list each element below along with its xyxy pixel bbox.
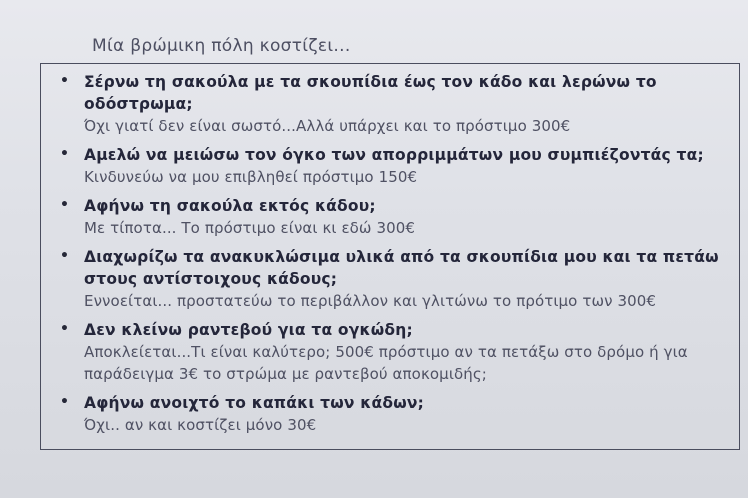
item-question: Αμελώ να μειώσω τον όγκο των απορριμμάτων μου συμπιέζοντάς τα;: [84, 146, 704, 164]
list-item: [60, 195, 746, 239]
item-answer: Αποκλείεται...Τι είναι καλύτερο; 500€ πρόστιμο αν τα πετάξω στο δρόμο ή για παράδειγμα 3€ το στρώμα με ραντεβού αποκομιδής;: [84, 343, 688, 383]
list-item: [60, 319, 746, 385]
item-answer: Όχι.. αν και κοστίζει μόνο 30€: [84, 416, 317, 434]
bullet-icon: •: [60, 248, 69, 264]
item-question: Αφήνω τη σακούλα εκτός κάδου;: [84, 197, 376, 215]
list-item: [60, 246, 746, 312]
item-answer: Όχι γιατί δεν είναι σωστό...Αλλά υπάρχει και το πρόστιμο 300€: [84, 117, 571, 135]
page-title: Μία βρώμικη πόλη κοστίζει...: [92, 36, 351, 56]
bullet-icon: •: [60, 197, 69, 213]
item-question: Διαχωρίζω τα ανακυκλώσιμα υλικά από τα σκουπίδια μου και τα πετάω στους αντίστοιχους κάδους;: [84, 248, 719, 288]
bullet-icon: •: [60, 146, 69, 162]
bullet-icon: •: [60, 73, 69, 89]
bullet-icon: •: [60, 394, 69, 410]
list-item: [60, 71, 746, 137]
rules-list: [60, 71, 746, 443]
item-question: Δεν κλείνω ραντεβού για τα ογκώδη;: [84, 321, 413, 339]
bullet-icon: •: [60, 321, 69, 337]
list-item: [60, 392, 746, 436]
item-answer: Με τίποτα... Το πρόστιμο είναι κι εδώ 300€: [84, 219, 416, 237]
list-item: [60, 144, 746, 188]
item-question: Αφήνω ανοιχτό το καπάκι των κάδων;: [84, 394, 425, 412]
item-answer: Εννοείται... προστατεύω το περιβάλλον και γλιτώνω το πρότιμο των 300€: [84, 292, 657, 310]
item-question: Σέρνω τη σακούλα με τα σκουπίδια έως τον κάδο και λερώνω το οδόστρωμα;: [84, 73, 657, 113]
item-answer: Κινδυνεύω να μου επιβληθεί πρόστιμο 150€: [84, 168, 418, 186]
